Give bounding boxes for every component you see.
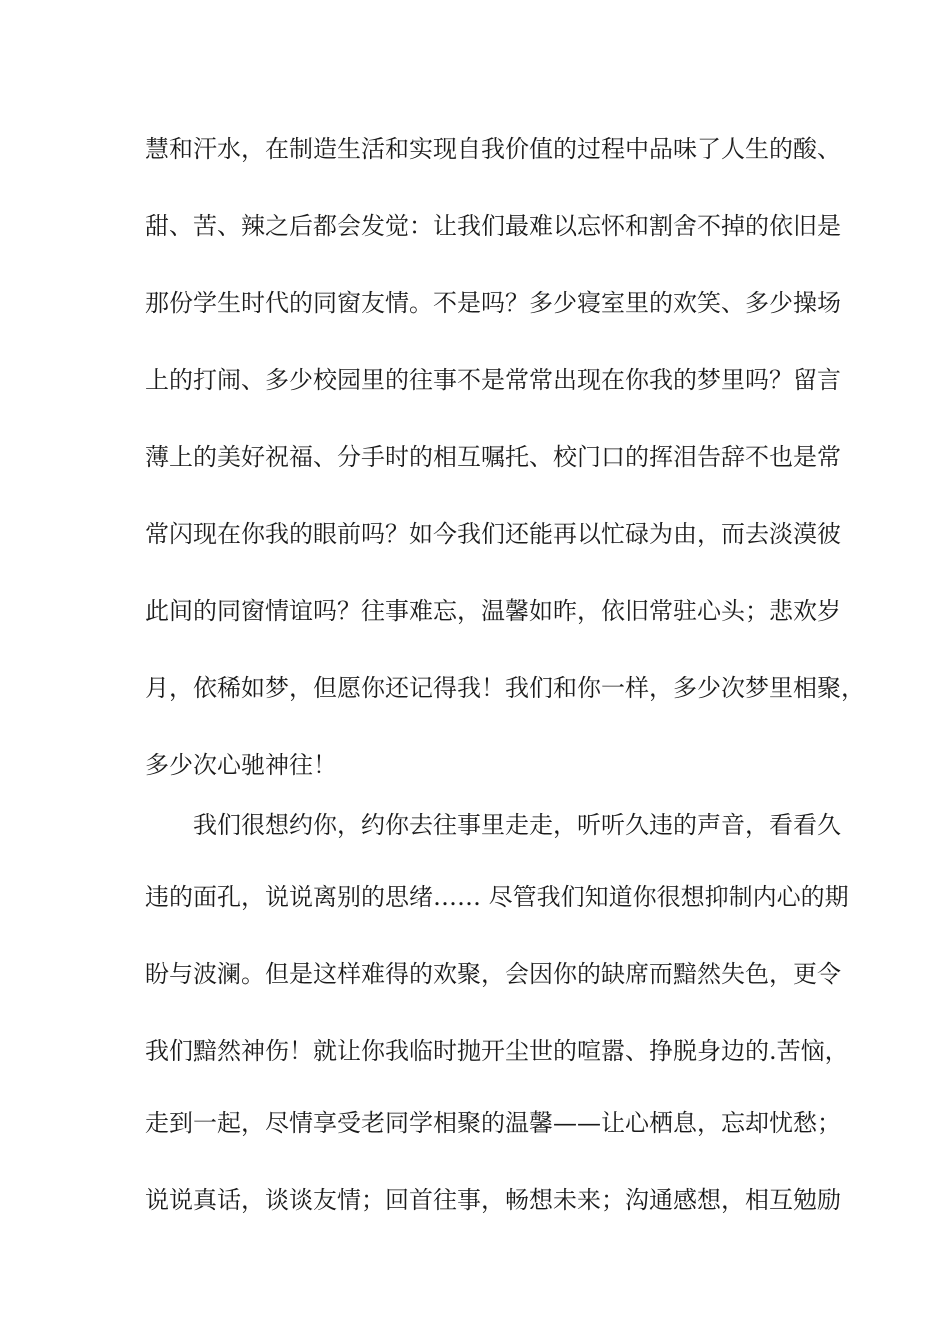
text-line: 说说真话，谈谈友情；回首往事，畅想未来；沟通感想，相互勉励 xyxy=(145,1186,841,1214)
text-line: 盼与波澜。但是这样难得的欢聚，会因你的缺席而黯然失色，更令 xyxy=(145,960,841,988)
text-line: 那份学生时代的同窗友情。不是吗？多少寝室里的欢笑、多少操场 xyxy=(145,289,841,317)
text-line: 多少次心驰神往！ xyxy=(145,751,337,779)
text-line: 慧和汗水，在制造生活和实现自我价值的过程中品味了人生的酸、 xyxy=(145,135,841,163)
text-line: 上的打闹、多少校园里的往事不是常常出现在你我的梦里吗？留言 xyxy=(145,366,841,394)
text-line: 月，依稀如梦，但愿你还记得我！我们和你一样，多少次梦里相聚， xyxy=(145,674,865,702)
text-line: 走到一起，尽情享受老同学相聚的温馨——让心栖息，忘却忧愁； xyxy=(145,1109,841,1137)
text-line: 我们很想约你，约你去往事里走走，听听久违的声音，看看久 xyxy=(193,811,841,839)
text-line: 违的面孔，说说离别的思绪…… 尽管我们知道你很想抑制内心的期 xyxy=(145,883,849,911)
text-line: 薄上的美好祝福、分手时的相互嘱托、校门口的挥泪告辞不也是常 xyxy=(145,443,841,471)
text-line: 此间的同窗情谊吗？往事难忘，温馨如昨，依旧常驻心头；悲欢岁 xyxy=(145,597,841,625)
text-line: 常闪现在你我的眼前吗？如今我们还能再以忙碌为由，而去淡漠彼 xyxy=(145,520,841,548)
text-line: 我们黯然神伤！就让你我临时抛开尘世的喧嚣、挣脱身边的.苦恼， xyxy=(145,1037,849,1065)
text-line: 甜、苦、辣之后都会发觉：让我们最难以忘怀和割舍不掉的依旧是 xyxy=(145,212,841,240)
